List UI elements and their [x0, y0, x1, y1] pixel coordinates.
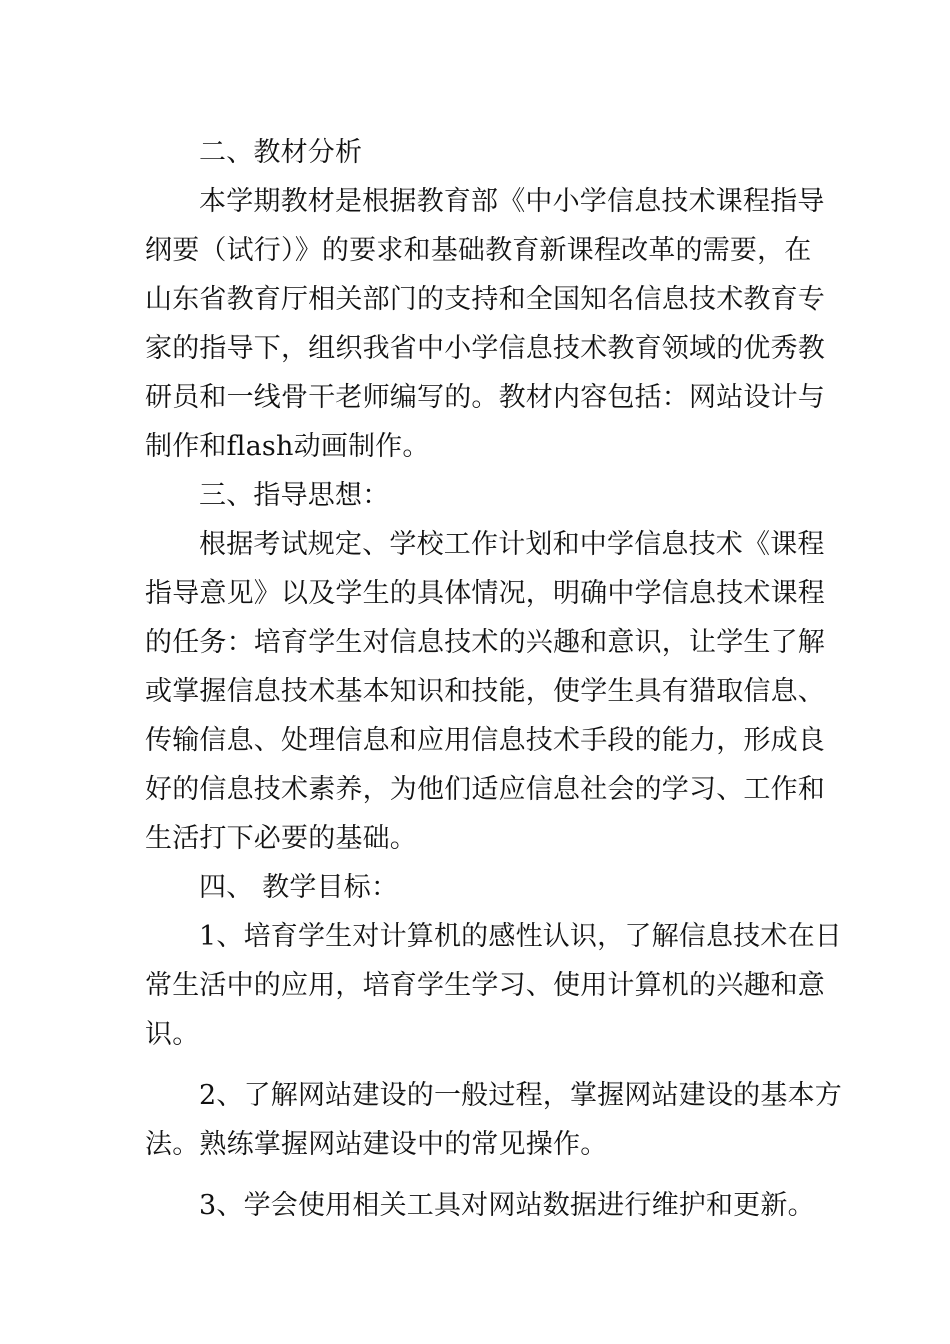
- section-heading-guiding-ideas: 三、指导思想：: [199, 480, 390, 511]
- goal-item-1-line: 1、培育学生对计算机的感性认识，了解信息技术在日: [199, 921, 842, 952]
- paragraph-line: 制作和flash动画制作。: [145, 431, 430, 462]
- paragraph-line: 的任务：培育学生对信息技术的兴趣和意识，让学生了解: [145, 627, 825, 658]
- paragraph-line: 研员和一线骨干老师编写的。教材内容包括：网站设计与: [145, 382, 825, 413]
- paragraph-line: 家的指导下，组织我省中小学信息技术教育领域的优秀教: [145, 333, 825, 364]
- goal-item-3-line: 3、学会使用相关工具对网站数据进行维护和更新。: [199, 1190, 815, 1221]
- paragraph-line: 或掌握信息技术基本知识和技能，使学生具有猎取信息、: [145, 676, 825, 707]
- paragraph-line: 山东省教育厅相关部门的支持和全国知名信息技术教育专: [145, 284, 825, 315]
- paragraph-line: 指导意见》以及学生的具体情况，明确中学信息技术课程: [145, 578, 825, 609]
- goal-item-2-line: 法。熟练掌握网站建设中的常见操作。: [145, 1129, 608, 1160]
- paragraph-line: 根据考试规定、学校工作计划和中学信息技术《课程: [199, 529, 825, 560]
- goal-item-2-line: 2、了解网站建设的一般过程，掌握网站建设的基本方: [199, 1080, 842, 1111]
- paragraph-line: 传输信息、处理信息和应用信息技术手段的能力，形成良: [145, 725, 825, 756]
- document-page: [145, 128, 842, 1230]
- goal-item-1-line: 常生活中的应用，培育学生学习、使用计算机的兴趣和意: [145, 970, 825, 1001]
- section-heading-materials: 二、教材分析: [199, 137, 363, 168]
- paragraph-line: 好的信息技术素养，为他们适应信息社会的学习、工作和: [145, 774, 825, 805]
- section-heading-teaching-goals: 四、 教学目标：: [199, 872, 399, 903]
- goal-item-1-line: 识。: [145, 1019, 200, 1050]
- paragraph-line: 纲要（试行）》的要求和基础教育新课程改革的需要，在: [145, 235, 812, 266]
- paragraph-line: 生活打下必要的基础。: [145, 823, 417, 854]
- paragraph-line: 本学期教材是根据教育部《中小学信息技术课程指导: [199, 186, 825, 217]
